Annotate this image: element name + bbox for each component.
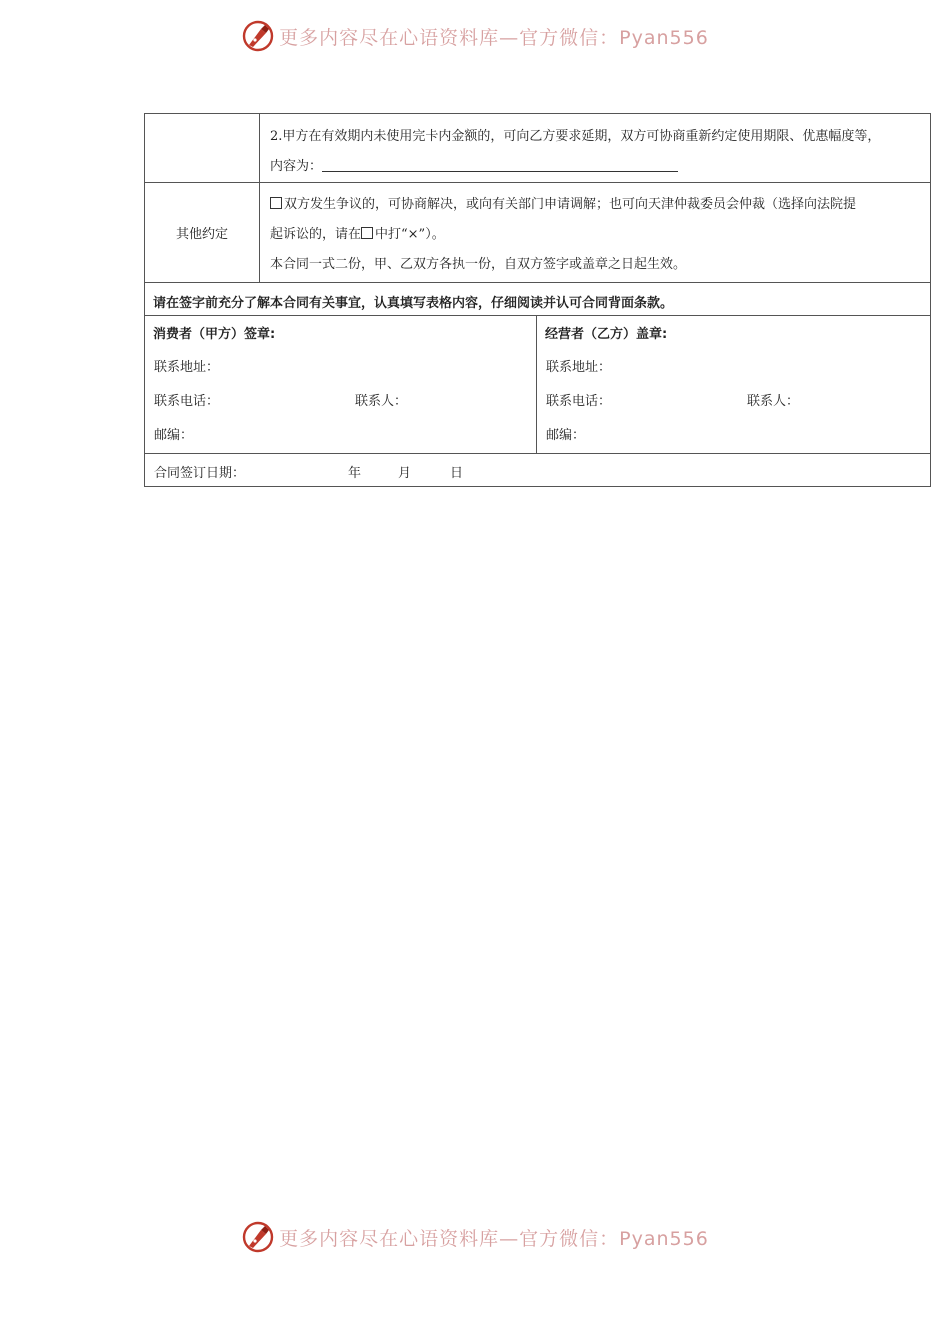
operator-phone-line — [537, 385, 930, 419]
content-label: 内容为： — [270, 159, 323, 174]
contract-table — [144, 113, 931, 487]
date-month: 月 — [398, 466, 412, 481]
consumer-address: 联系地址： — [154, 360, 220, 375]
consumer-heading: 消费者（甲方）签章: — [153, 327, 276, 342]
row-parties — [145, 316, 931, 454]
operator-phone: 联系电话： — [546, 394, 612, 409]
footer-banner — [0, 1217, 950, 1257]
pen-nib-logo-icon — [241, 1220, 275, 1254]
checkbox-icon[interactable] — [361, 227, 373, 239]
consumer-phone-line — [145, 385, 536, 419]
row-other-agreements — [145, 183, 931, 283]
operator-contact: 联系人： — [747, 394, 800, 409]
consumer-postcode: 邮编： — [154, 428, 194, 443]
date-day: 日 — [450, 466, 464, 481]
header-banner — [0, 16, 950, 56]
operator-cell — [537, 316, 931, 454]
content-line — [260, 152, 930, 182]
date-year: 年 — [348, 466, 362, 481]
other-agreements-cell — [260, 183, 931, 283]
operator-postcode: 邮编： — [546, 428, 586, 443]
checkbox-icon[interactable] — [270, 197, 282, 209]
date-label: 合同签订日期： — [154, 466, 246, 481]
extension-cell — [260, 114, 931, 183]
consumer-contact: 联系人： — [355, 394, 408, 409]
row-notice — [145, 283, 931, 316]
banner-text: 更多内容尽在心语资料库—官方微信：Pyan556 — [279, 26, 709, 49]
consumer-cell — [145, 316, 537, 454]
signing-date — [145, 454, 930, 486]
content-blank-field[interactable] — [322, 157, 678, 172]
empty-label-cell — [145, 114, 260, 183]
other-agreements-label: 其他约定 — [145, 183, 260, 283]
lawsuit-line: 起诉讼的，请在 中打“×”）。 — [270, 227, 445, 242]
row-date — [145, 454, 931, 487]
operator-address: 联系地址： — [546, 360, 612, 375]
dispute-line: 双方发生争议的，可协商解决，或向有关部门申请调解；也可向天津仲裁委员会仲裁（选择向法院提 — [260, 190, 930, 220]
extension-text: 2.甲方在有效期内未使用完卡内金额的，可向乙方要求延期，双方可协商重新约定使用期限、优惠幅度等， — [270, 129, 881, 144]
row-extension — [145, 114, 931, 183]
notice-cell — [145, 283, 931, 316]
pen-nib-logo-icon — [241, 19, 275, 53]
consumer-phone: 联系电话： — [154, 394, 220, 409]
banner-text: 更多内容尽在心语资料库—官方微信：Pyan556 — [279, 1227, 709, 1250]
notice-text: 请在签字前充分了解本合同有关事宜，认真填写表格内容，仔细阅读并认可合同背面条款。 — [153, 296, 674, 311]
date-cell — [145, 454, 931, 487]
operator-heading: 经营者（乙方）盖章: — [545, 327, 668, 342]
copies-line: 本合同一式二份，甲、乙双方各执一份，自双方签字或盖章之日起生效。 — [270, 257, 687, 272]
